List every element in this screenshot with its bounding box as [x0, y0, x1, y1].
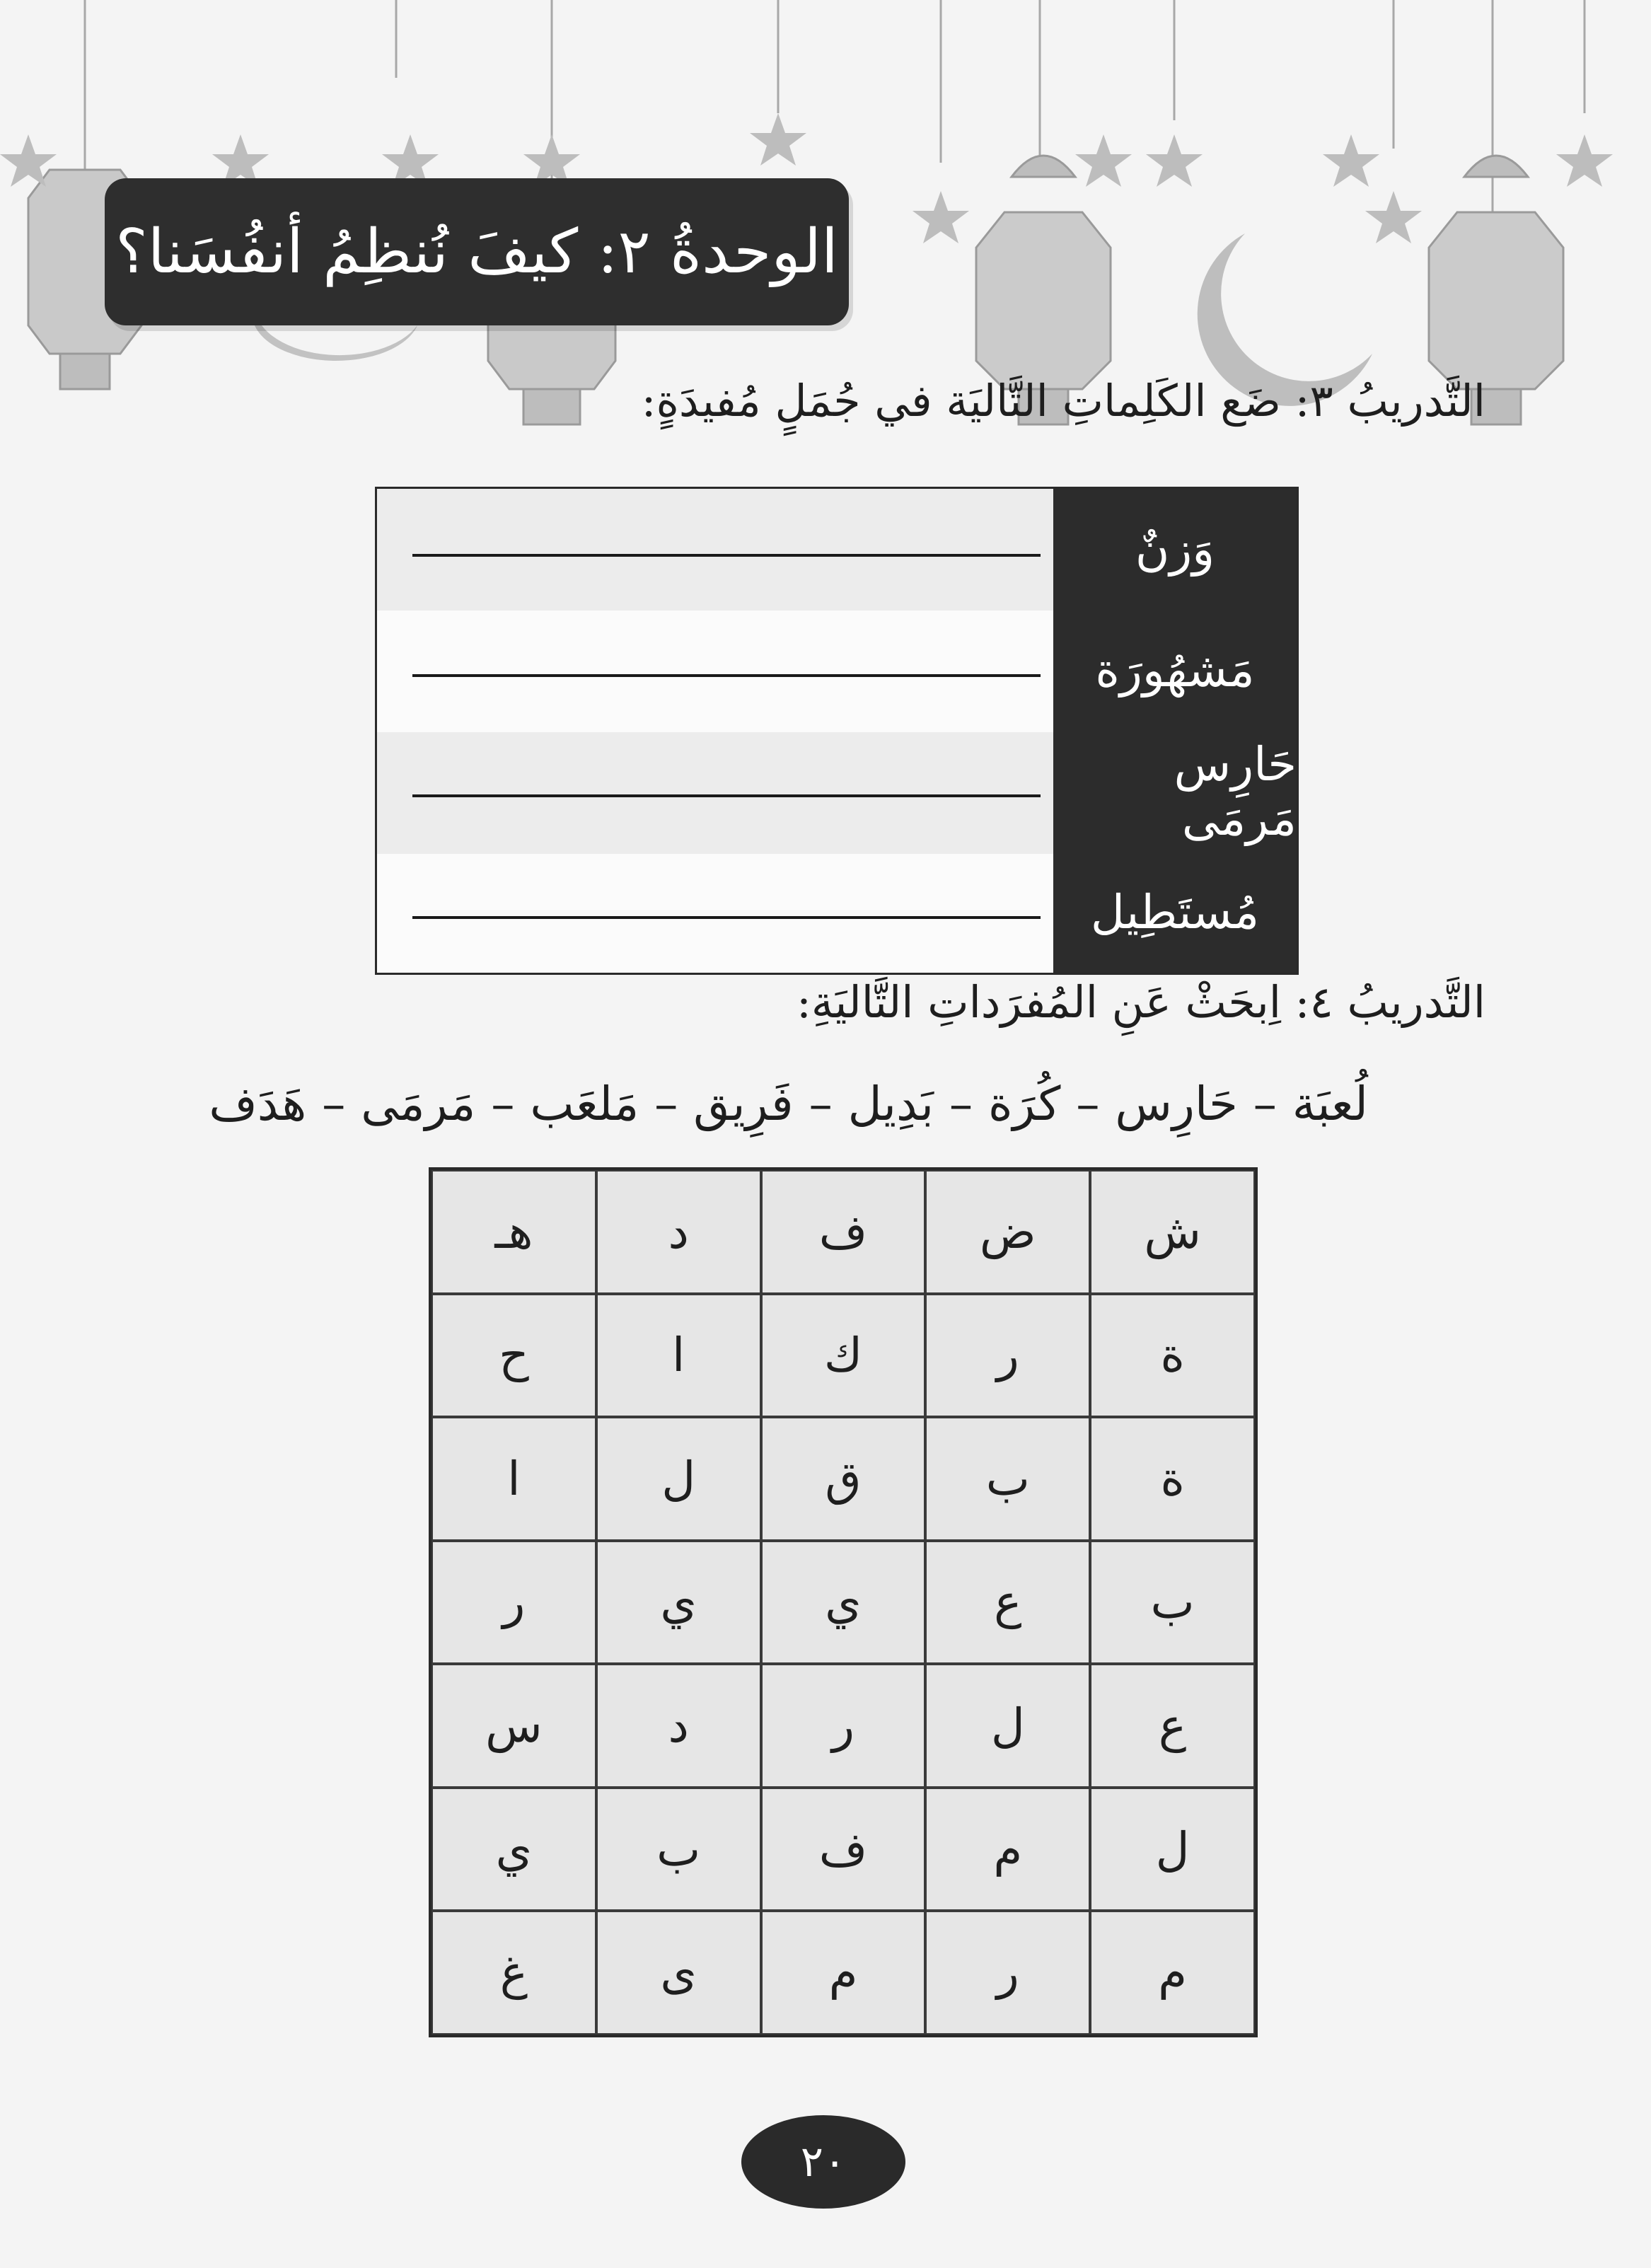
grid-cell[interactable]: ف: [761, 1170, 926, 1294]
word-column: [1053, 489, 1297, 973]
page-number: ٢٠: [741, 2115, 905, 2209]
grid-cell[interactable]: م: [1090, 1911, 1255, 2035]
vocab-separator: –: [949, 1077, 973, 1131]
grid-cell[interactable]: ش: [1090, 1170, 1255, 1294]
vocab-word: كُرَة: [987, 1077, 1061, 1131]
vocab-word: حَارِس: [1115, 1077, 1238, 1131]
grid-cell[interactable]: هـ: [431, 1170, 596, 1294]
grid-cell[interactable]: ب: [596, 1788, 761, 1911]
grid-cell[interactable]: ل: [596, 1417, 761, 1541]
vocab-word: مَلعَب: [530, 1077, 639, 1131]
vocab-separator: –: [1076, 1077, 1100, 1131]
vocab-separator: –: [322, 1077, 346, 1131]
vocab-word: هَدَف: [209, 1077, 307, 1131]
word-2: مَشهُورَة: [1095, 643, 1255, 698]
grid-cell[interactable]: ض: [925, 1170, 1090, 1294]
word-4: مُستَطِيل: [1090, 885, 1260, 939]
grid-cell[interactable]: م: [925, 1788, 1090, 1911]
vocab-list: [209, 1077, 1368, 1131]
exercise-3-title: التَّدريبُ ٣: ضَع الكَلِماتِ التَّاليَة في جُمَلٍ مُفيدَةٍ:: [641, 375, 1485, 427]
vocab-word: فَرِيق: [693, 1077, 794, 1131]
grid-cell[interactable]: س: [431, 1664, 596, 1788]
grid-cell[interactable]: ي: [596, 1541, 761, 1665]
write-line-4[interactable]: [412, 916, 1041, 919]
grid-cell[interactable]: ر: [761, 1664, 926, 1788]
vocab-word: بَدِيل: [847, 1077, 934, 1131]
grid-cell[interactable]: ي: [431, 1788, 596, 1911]
vocab-separator: –: [809, 1077, 833, 1131]
exercise-4-title: التَّدريبُ ٤: اِبحَثْ عَنِ المُفرَداتِ التَّاليَةِ:: [796, 976, 1485, 1028]
grid-cell[interactable]: ر: [925, 1294, 1090, 1418]
vocab-word: لُعبَة: [1292, 1077, 1368, 1131]
grid-cell[interactable]: ا: [596, 1294, 761, 1418]
grid-cell[interactable]: ب: [1090, 1541, 1255, 1665]
grid-cell[interactable]: ع: [925, 1541, 1090, 1665]
grid-cell[interactable]: د: [596, 1170, 761, 1294]
grid-cell[interactable]: ح: [431, 1294, 596, 1418]
sentence-table: [375, 487, 1299, 975]
grid-cell[interactable]: ل: [925, 1664, 1090, 1788]
grid-cell[interactable]: م: [761, 1911, 926, 2035]
word-search-grid: [429, 1167, 1258, 2037]
unit-title: الوحدةُ ٢: كيفَ نُنظِمُ أنفُسَنا؟: [105, 178, 849, 325]
writing-area: [377, 489, 1053, 973]
grid-cell[interactable]: ى: [596, 1911, 761, 2035]
vocab-word: مَرمَى: [361, 1077, 476, 1131]
vocab-separator: –: [654, 1077, 678, 1131]
grid-cell[interactable]: ل: [1090, 1788, 1255, 1911]
row-band: [377, 732, 1053, 854]
grid-cell[interactable]: ي: [761, 1541, 926, 1665]
grid-cell[interactable]: ك: [761, 1294, 926, 1418]
grid-cell[interactable]: ب: [925, 1417, 1090, 1541]
grid-cell[interactable]: د: [596, 1664, 761, 1788]
row-band: [377, 489, 1053, 611]
grid-cell[interactable]: ر: [925, 1911, 1090, 2035]
grid-cell[interactable]: ق: [761, 1417, 926, 1541]
word-3: حَارِس مَرمَى: [1174, 736, 1297, 846]
grid-cell[interactable]: ف: [761, 1788, 926, 1911]
grid-cell[interactable]: ا: [431, 1417, 596, 1541]
vocab-separator: –: [1253, 1077, 1277, 1131]
grid-cell[interactable]: ة: [1090, 1294, 1255, 1418]
write-line-3[interactable]: [412, 794, 1041, 797]
grid-cell[interactable]: ة: [1090, 1417, 1255, 1541]
write-line-1[interactable]: [412, 554, 1041, 557]
grid-cell[interactable]: ع: [1090, 1664, 1255, 1788]
vocab-separator: –: [491, 1077, 515, 1131]
grid-cell[interactable]: ر: [431, 1541, 596, 1665]
write-line-2[interactable]: [412, 674, 1041, 677]
word-1: وَزنٌ: [1135, 522, 1215, 577]
grid-cell[interactable]: غ: [431, 1911, 596, 2035]
